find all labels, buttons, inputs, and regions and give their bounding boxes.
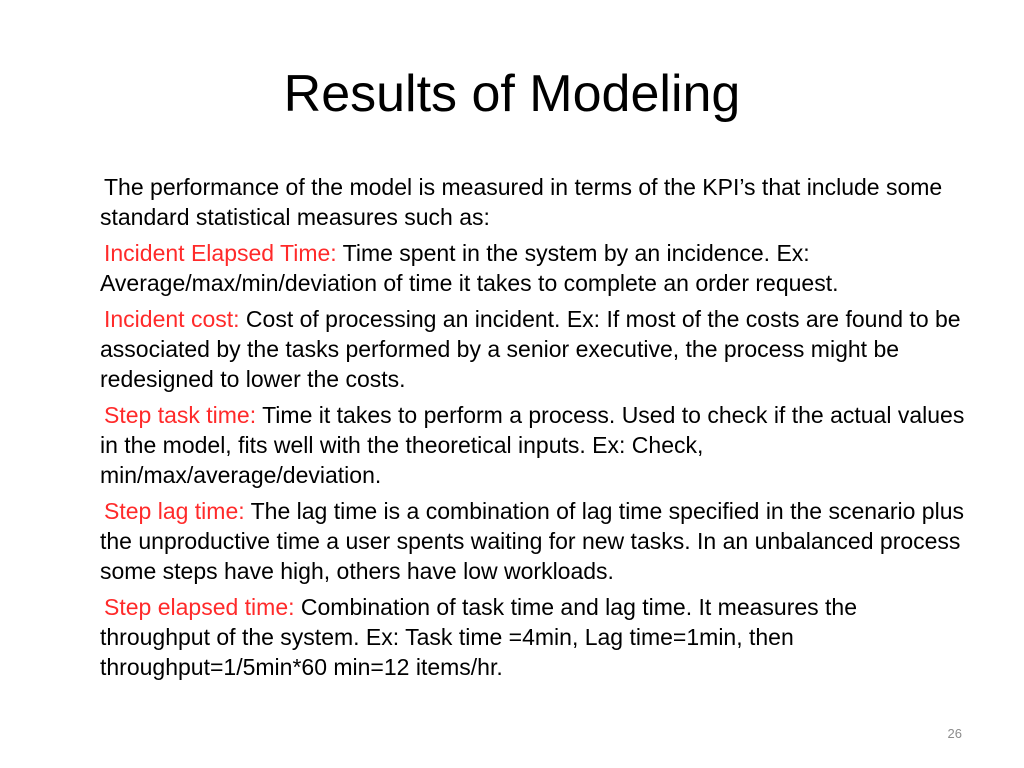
kpi-term: Step task time: xyxy=(104,402,257,428)
slide-body xyxy=(100,172,972,688)
kpi-item-step-task-time xyxy=(100,400,972,490)
kpi-term: Step lag time: xyxy=(104,498,245,524)
kpi-item-step-elapsed-time xyxy=(100,592,972,682)
intro-paragraph: The performance of the model is measured in terms of the KPI’s that include some standard statistical measures such as: xyxy=(100,174,943,230)
kpi-description: Combination of task time and lag time. It measures the throughput of the system. Ex: Task time =4min, Lag time=1min, then throughput=1/5min*60 min=12 items/hr. xyxy=(100,594,858,680)
kpi-description: Cost of processing an incident. Ex: If most of the costs are found to be associated by the tasks performed by a senior executive, the process might be redesigned to lower the costs. xyxy=(100,306,961,392)
kpi-description: Time spent in the system by an incidence. Ex: Average/max/min/deviation of time it takes to complete an order request. xyxy=(100,240,839,296)
slide-title: Results of Modeling xyxy=(283,65,741,123)
kpi-item-incident-cost xyxy=(100,304,972,394)
kpi-description: Time it takes to perform a process. Used to check if the actual values in the model, fits well with the theoretical inputs. Ex: Check, min/max/average/deviation. xyxy=(100,402,965,488)
kpi-description: The lag time is a combination of lag time specified in the scenario plus the unproductive time a user spents waiting for new tasks. In an unbalanced process some steps have high, others have low workloads. xyxy=(100,498,964,584)
kpi-term: Incident Elapsed Time: xyxy=(104,240,337,266)
kpi-term: Step elapsed time: xyxy=(104,594,295,620)
kpi-term: Incident cost: xyxy=(104,306,240,332)
kpi-item-incident-elapsed-time xyxy=(100,238,972,298)
slide-number: 26 xyxy=(947,726,962,741)
kpi-item-step-lag-time xyxy=(100,496,972,586)
